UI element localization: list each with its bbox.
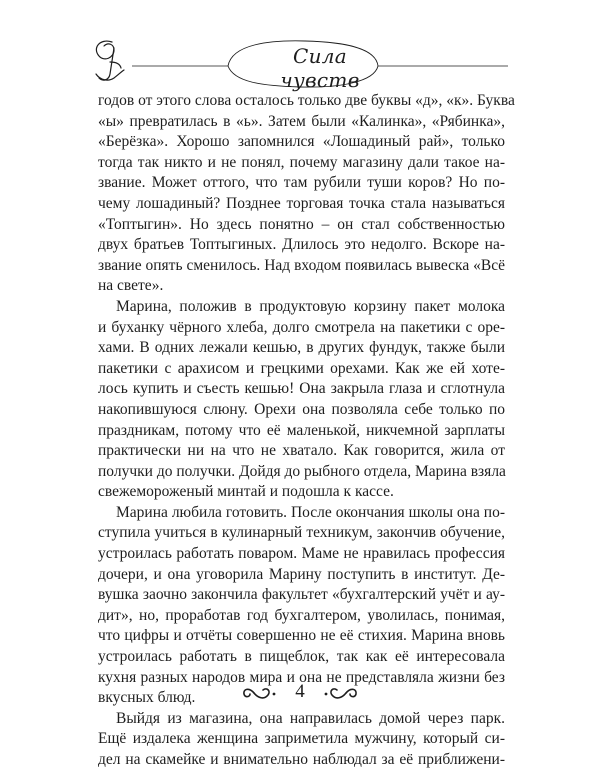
right-flourish-icon — [325, 689, 357, 698]
page-number: 4 — [295, 681, 305, 702]
page-footer — [0, 676, 600, 712]
text-line: ступила учиться в кулинарный техникум, закончив обучение, — [98, 524, 505, 542]
paragraph-first-line: Марина, положив в продуктовую корзину пакет молока — [116, 297, 505, 315]
text-line: дел на скамейке и внимательно наблюдал за её приближени- — [98, 751, 505, 768]
running-header — [0, 0, 600, 100]
text-line: вушка заочно закончила факультет «бухгалтерский учёт и ау- — [98, 586, 505, 604]
text-line: кухня разных народов мира и она не представляла жизни без — [98, 668, 505, 686]
text-line: устроилась работать поваром. Маме не нравилась профессия — [98, 545, 505, 563]
text-line: «ы» превратилась в «ь». Затем были «Калинка», «Рябинка», — [98, 112, 505, 130]
text-line: получки до получки. Дойдя до рыбного отдела, Марина взяла — [98, 462, 506, 480]
text-line: вкусных блюд. — [98, 689, 196, 707]
text-line: на свете». — [98, 277, 164, 295]
text-line: пакетики с арахисом и грецкими орехами. Как же ей хоте- — [98, 359, 505, 377]
text-line: устроилась работать в пищеблок, так как её интересовала — [98, 648, 505, 666]
text-line: «Топтыгин». Но здесь понятно – он стал собственностью — [98, 215, 505, 233]
running-header-title: Сила чувств — [280, 44, 360, 92]
text-line: что цифры и отчёты совершенно не её стихия. Марина вновь — [98, 627, 505, 645]
text-line: «Берёзка». Хорошо запомнился «Лошадиный рай», только — [98, 133, 505, 151]
text-line: накопившуюся слюну. Орехи она позволяла себе только по — [98, 400, 505, 418]
paragraph-first-line: Марина любила готовить. После окончания школы она по- — [116, 503, 505, 521]
text-line: двух братьев Топтыгиных. Длилось это недолго. Вскоре на- — [98, 236, 505, 254]
text-line: звание опять сменилось. Над входом появилась вывеска «Всё — [98, 256, 505, 274]
left-flourish-icon — [244, 689, 276, 698]
text-line: хами. В одних лежали кешью, в других фундук, также были — [98, 339, 505, 357]
text-line: свежемороженый минтай и подошла к кассе. — [98, 483, 394, 501]
text-line: звание. Может оттого, что там рубили туши коров? Но по- — [98, 174, 505, 192]
text-line: годов от этого слова осталось только две буквы «д», «к». Буква — [98, 92, 515, 109]
text-line: дочери, и она уговорила Марину поступить в институт. Де- — [98, 565, 505, 583]
text-line: чему лошадиный? Позднее торговая точка стала называться — [98, 194, 505, 212]
script-letter-ornament — [96, 41, 124, 80]
text-line: и буханку чёрного хлеба, долго смотрела на пакетики с оре- — [98, 318, 505, 336]
page-body — [98, 91, 515, 771]
text-line: праздникам, потому что её маленькой, никчемной зарплаты — [98, 421, 505, 439]
paragraph-first-line: Выйдя из магазина, она направилась домой через парк. — [116, 709, 505, 727]
text-line: тогда так никто и не понял, почему магазину дали такое на- — [98, 153, 505, 171]
text-line: лось купить и съесть кешью! Она закрыла глаза и сглотнула — [98, 380, 505, 398]
text-line: практически ни на что не хватало. Как говорится, жила от — [98, 442, 505, 460]
text-line: дит», но, проработав год бухгалтером, уволилась, понимая, — [98, 606, 505, 624]
text-line: Ещё издалека женщина заприметила мужчину, который си- — [98, 730, 505, 748]
